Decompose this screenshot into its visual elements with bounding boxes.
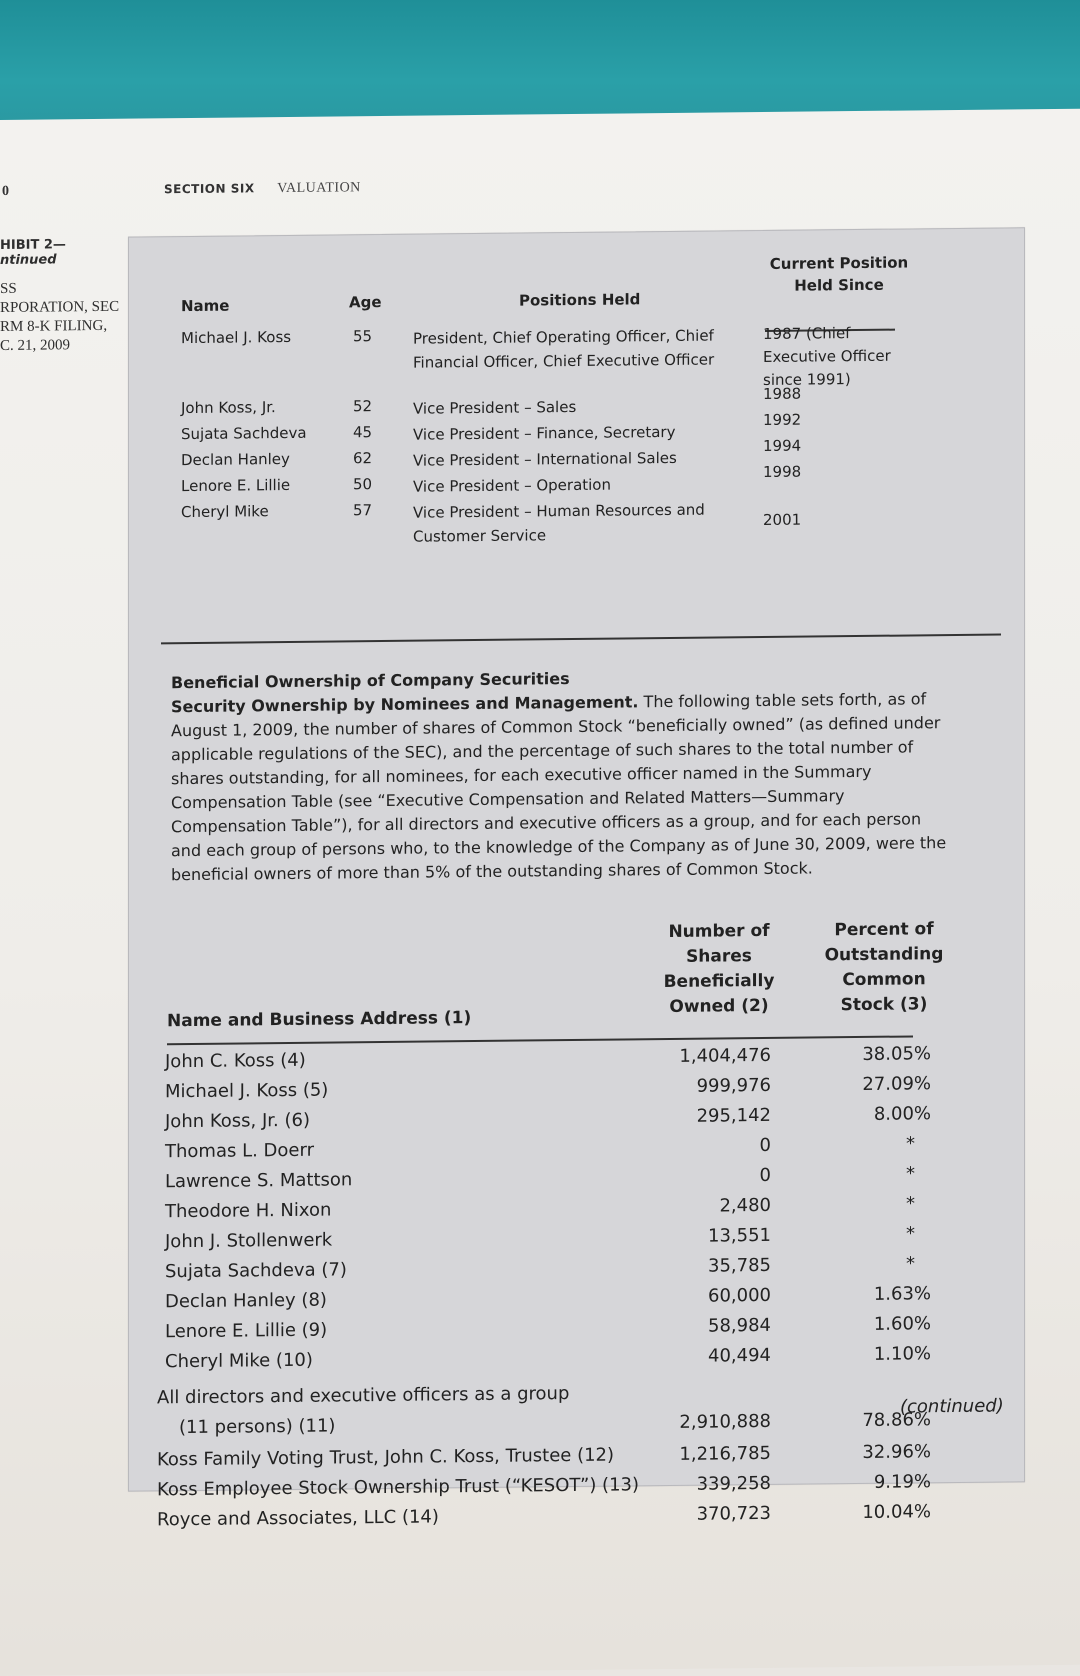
source-line: RM 8-K FILING, [0, 317, 108, 335]
running-head-title: VALUATION [277, 180, 361, 197]
trust-row [129, 1500, 1024, 1531]
officer-since: 1992 [763, 410, 802, 430]
page-number: 0 [2, 183, 9, 199]
shares-owned: 58,984 [708, 1314, 771, 1337]
table-bottom-rule [161, 634, 1001, 645]
officer-position: Vice President – Finance, Secretary [413, 422, 676, 444]
holder-name: John Koss, Jr. (6) [165, 1109, 310, 1133]
col-header-held-since-line2: Held Since [794, 275, 884, 295]
holder-name: Declan Hanley (8) [165, 1289, 327, 1313]
officer-age: 45 [353, 423, 373, 442]
percent-owned: 38.05% [862, 1043, 931, 1065]
shares-owned: 1,404,476 [679, 1044, 771, 1067]
officers-table-header [129, 250, 1024, 319]
group-label: All directors and executive officers as a group [157, 1383, 570, 1409]
body-paragraph [171, 687, 951, 887]
percent-owned: 9.19% [873, 1471, 931, 1493]
trust-row [129, 1470, 1024, 1501]
source-line: RPORATION, SEC [0, 298, 120, 316]
officer-position: President, Chief Operating Officer, Chief Financial Officer, Chief Executive Officer [413, 326, 715, 372]
col-header-name: Name [181, 296, 230, 316]
officer-since: 2001 [763, 510, 802, 530]
percent-owned: 10.04% [862, 1501, 931, 1523]
holder-name: Lawrence S. Mattson [165, 1169, 353, 1193]
officer-since: 1998 [763, 462, 802, 482]
exhibit-label: HIBIT 2— [0, 237, 66, 253]
percent-owned: 32.96% [862, 1441, 931, 1463]
officer-name: Michael J. Koss [181, 327, 292, 348]
source-line: SS [0, 280, 17, 297]
shares-owned: 999,976 [696, 1074, 771, 1097]
holder-name: Koss Employee Stock Ownership Trust (“KESOT”) (13) [157, 1474, 640, 1501]
paragraph-body: The following table sets forth, as of August 1, 2009, the number of shares of Common Stock “beneficially owned” (as defined under applicable regulations of the SEC), and the percentage of such shares to the total number of shares outstanding, for all nominees, for each executive officer named in the Summary Compensation Table (see “Executive Compensation and Related Matters—Summary Compensation Table”), for all directors and executive officers as a group, and for each person and each group of persons who, to the knowledge of the Company as of June 30, 2009, were the beneficial owners of more than 5% of the outstanding shares of Common Stock. [171, 689, 947, 885]
col-header-age: Age [349, 293, 382, 312]
col-header-name-address: Name and Business Address (1) [167, 1008, 472, 1032]
holder-name: Koss Family Voting Trust, John C. Koss, Trustee (12) [157, 1444, 615, 1471]
shares-owned: 13,551 [708, 1224, 771, 1247]
holder-name: Cheryl Mike (10) [165, 1349, 313, 1373]
officer-age: 62 [353, 449, 373, 468]
holder-name: John J. Stollenwerk [165, 1229, 333, 1253]
holder-name: Theodore H. Nixon [165, 1199, 332, 1223]
shares-owned: 40,494 [708, 1344, 771, 1367]
running-head-section: SECTION SIX [164, 181, 255, 197]
paragraph-lead: Security Ownership by Nominees and Management. [171, 692, 639, 717]
officer-row [129, 320, 1024, 390]
officer-since: 1987 (Chief Executive Officer since 1991) [763, 324, 891, 390]
col-header-shares: Number of Shares Beneficially Owned (2) [663, 920, 775, 1017]
shares-owned: 370,723 [696, 1502, 771, 1525]
percent-owned: 1.60% [873, 1313, 931, 1335]
shares-owned: 339,258 [696, 1472, 771, 1495]
book-page [0, 109, 1080, 1676]
officer-age: 57 [353, 501, 373, 520]
officer-position: Vice President – Human Resources and Customer Service [413, 500, 705, 546]
percent-owned: * [906, 1163, 915, 1185]
officer-age: 52 [353, 397, 373, 416]
shares-owned: 0 [759, 1164, 771, 1187]
holder-name: Thomas L. Doerr [165, 1139, 314, 1163]
percent-owned: * [906, 1223, 915, 1245]
percent-owned: 27.09% [862, 1073, 931, 1095]
holder-name: Sujata Sachdeva (7) [165, 1259, 347, 1283]
holder-name: Michael J. Koss (5) [165, 1079, 329, 1103]
officer-name: Cheryl Mike [181, 502, 269, 522]
shares-owned: 1,216,785 [679, 1442, 771, 1465]
officer-age: 50 [353, 475, 373, 494]
trust-row [129, 1440, 1024, 1471]
officer-position: Vice President – International Sales [413, 448, 677, 470]
shares-owned: 295,142 [696, 1104, 771, 1127]
shares-owned: 2,910,888 [679, 1410, 771, 1433]
percent-owned: 78.86% [862, 1409, 931, 1431]
source-line: C. 21, 2009 [0, 337, 71, 354]
col-header-held-since-line1: Current Position [769, 253, 909, 273]
group-label-count: (11 persons) (11) [179, 1415, 336, 1439]
officer-name: Declan Hanley [181, 449, 290, 470]
continued-note: (continued) [900, 1395, 1004, 1418]
running-head [164, 180, 361, 198]
percent-owned: * [906, 1253, 915, 1275]
percent-owned: 1.10% [873, 1343, 931, 1365]
shares-owned: 35,785 [708, 1254, 771, 1277]
col-header-positions: Positions Held [519, 290, 641, 310]
shares-owned: 60,000 [708, 1284, 771, 1307]
officer-row [129, 384, 1024, 418]
percent-owned: * [906, 1133, 915, 1155]
officer-position: Vice President – Sales [413, 397, 577, 418]
officer-position: Vice President – Operation [413, 475, 611, 496]
officer-name: Sujata Sachdeva [181, 423, 307, 444]
exhibit-panel [128, 227, 1025, 1531]
officer-name: Lenore E. Lillie [181, 475, 291, 496]
shares-owned: 0 [759, 1134, 771, 1157]
col-header-held-since [759, 251, 919, 297]
percent-owned: * [906, 1193, 915, 1215]
officer-since: 1994 [763, 436, 802, 456]
col-header-percent: Percent of Outstanding Common Stock (3) [824, 919, 944, 1016]
officer-name: John Koss, Jr. [181, 398, 276, 418]
section-heading: Beneficial Ownership of Company Securities [171, 669, 570, 693]
exhibit-continued: ntinued [0, 252, 57, 268]
percent-owned: 8.00% [873, 1103, 931, 1125]
holder-name: John C. Koss (4) [165, 1049, 306, 1073]
holder-name: Royce and Associates, LLC (14) [157, 1506, 439, 1531]
officer-since: 1988 [763, 384, 802, 404]
officer-age: 55 [353, 327, 373, 346]
percent-owned: 1.63% [873, 1283, 931, 1305]
holder-name: Lenore E. Lillie (9) [165, 1319, 328, 1343]
shares-owned: 2,480 [719, 1194, 771, 1217]
